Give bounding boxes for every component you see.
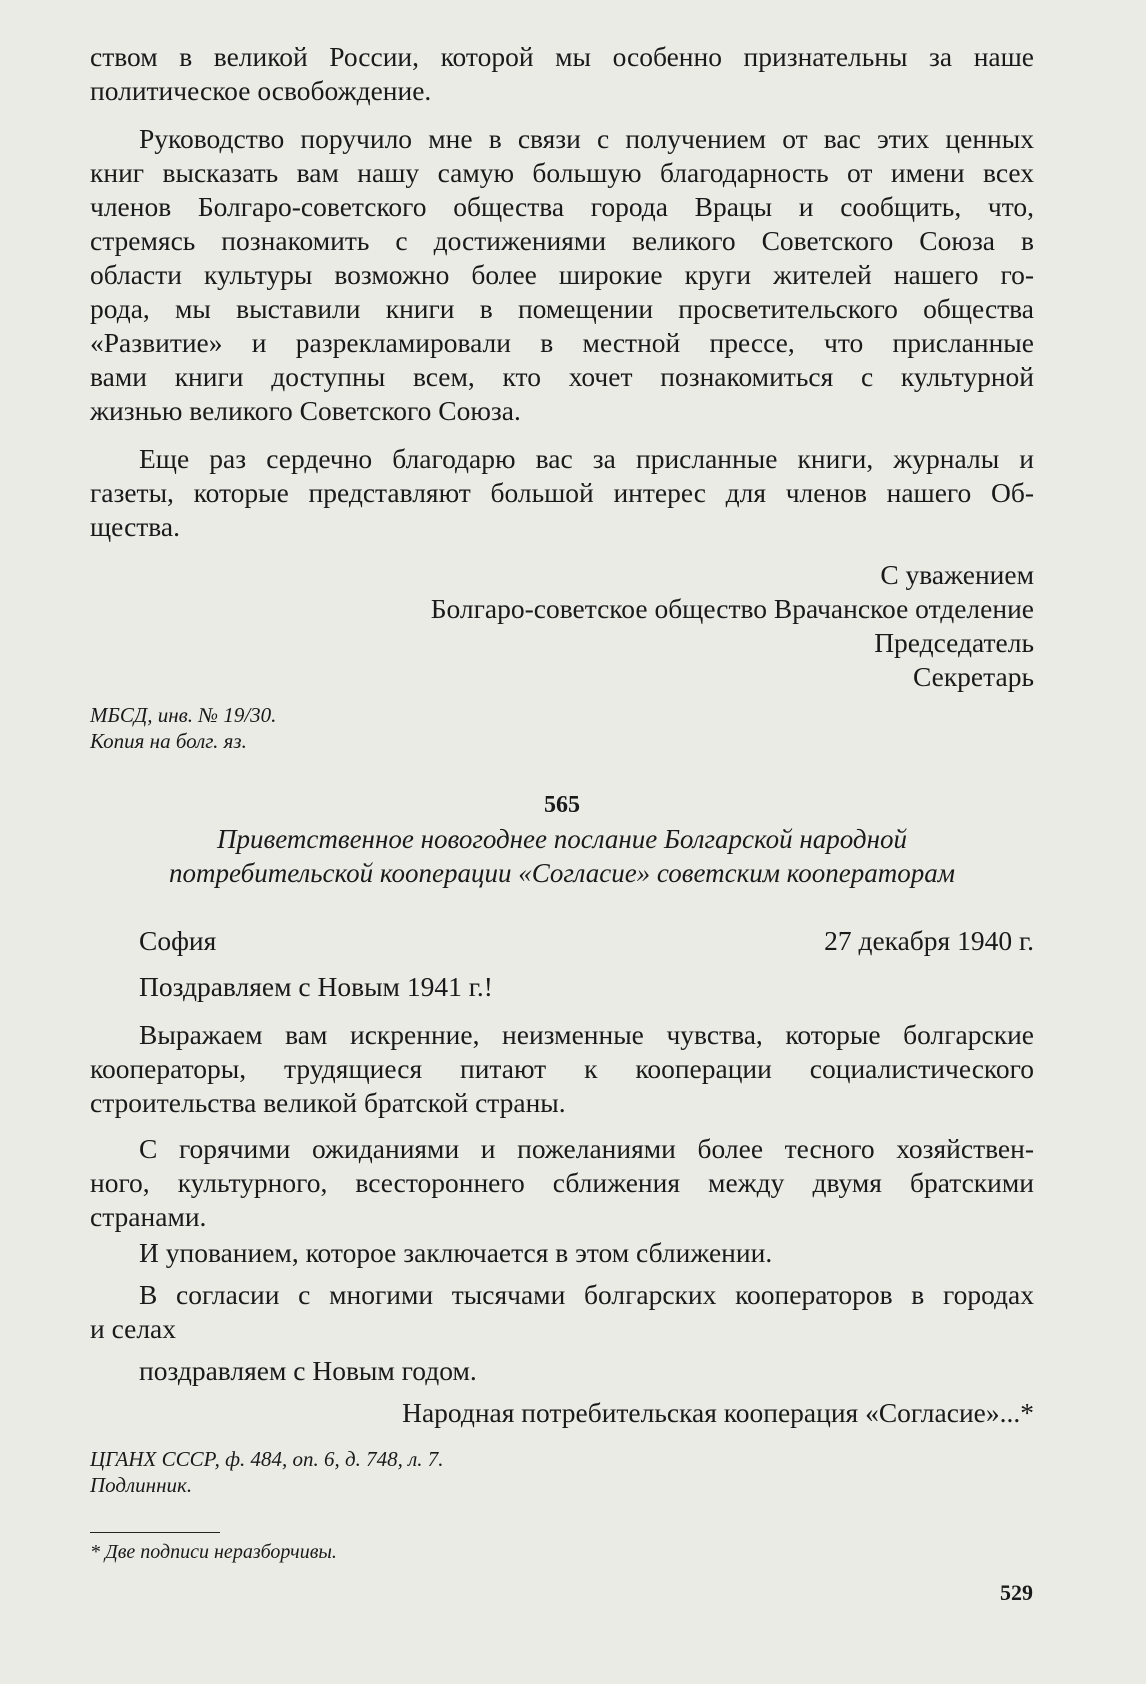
source-reference: Копия на болг. яз. [90, 729, 247, 753]
text-line: книг высказать вам нашу самую большую благодарность от имени всех [90, 157, 1034, 188]
source-reference: МБСД, инв. № 19/30. [90, 703, 277, 727]
signature-line: С уважением [880, 559, 1034, 590]
document-place: София [139, 925, 217, 956]
footnote: * Две подписи неразборчивы. [90, 1541, 337, 1563]
text-line: Поздравляем с Новым 1941 г.! [139, 971, 493, 1002]
text-line: Руководство поручило мне в связи с получением от вас этих ценных [139, 123, 1034, 154]
text-line: ного, культурного, всестороннего сближения между двумя братскими [90, 1167, 1034, 1198]
text-line: стремясь познакомить с достижениями великого Советского Союза в [90, 225, 1034, 256]
text-line: Выражаем вам искренние, неизменные чувства, которые болгарские [139, 1019, 1034, 1050]
text-line: и селах [90, 1313, 177, 1344]
text-line: области культуры возможно более широкие круги жителей нашего го- [90, 259, 1034, 290]
text-line: поздравляем с Новым годом. [139, 1355, 477, 1386]
signature-line: Секретарь [912, 661, 1034, 692]
text-line: газеты, которые представляют большой интерес для членов нашего Об- [90, 477, 1034, 508]
document-date: 27 декабря 1940 г. [824, 925, 1034, 956]
text-line: членов Болгаро-советского общества города Врацы и сообщить, что, [90, 191, 1034, 222]
text-line: кооператоры, трудящиеся питают к кооперации социалистического [90, 1053, 1034, 1084]
text-line: жизнью великого Советского Союза. [90, 395, 521, 426]
footnote-divider [90, 1532, 220, 1533]
document-title: Приветственное новогоднее послание Болгарской народной [217, 824, 907, 854]
text-line: странами. [90, 1201, 207, 1232]
text-line: И упованием, которое заключается в этом сближении. [139, 1237, 773, 1268]
text-line: строительства великой братской страны. [90, 1087, 566, 1118]
text-line: политическое освобождение. [90, 75, 432, 106]
signature-line: Народная потребительская кооперация «Согласие»...* [402, 1397, 1034, 1428]
text-line: вами книги доступны всем, кто хочет познакомиться с культурной [90, 361, 1034, 392]
signature-line: Болгаро-советское общество Врачанское отделение [430, 593, 1034, 624]
document-number: 565 [544, 792, 580, 818]
document-title: потребительской кооперации «Согласие» советским кооператорам [168, 858, 955, 888]
source-reference: Подлинник. [90, 1473, 193, 1497]
source-reference: ЦГАНХ СССР, ф. 484, оп. 6, д. 748, л. 7. [90, 1447, 444, 1471]
text-line: Еще раз сердечно благодарю вас за присланные книги, журналы и [139, 443, 1034, 474]
text-line: В согласии с многими тысячами болгарских кооператоров в городах [139, 1279, 1034, 1310]
place-date-line [139, 924, 1034, 958]
text-line: ством в великой России, которой мы особенно признательны за наше [90, 41, 1034, 72]
text-line: «Развитие» и разрекламировали в местной прессе, что присланные [90, 327, 1034, 358]
text-line: С горячими ожиданиями и пожеланиями более тесного хозяйствен- [139, 1133, 1034, 1164]
signature-line: Председатель [874, 627, 1034, 658]
page-number: 529 [1000, 1580, 1033, 1605]
text-line: щества. [90, 511, 180, 542]
text-line: рода, мы выставили книги в помещении просветительского общества [90, 293, 1034, 324]
